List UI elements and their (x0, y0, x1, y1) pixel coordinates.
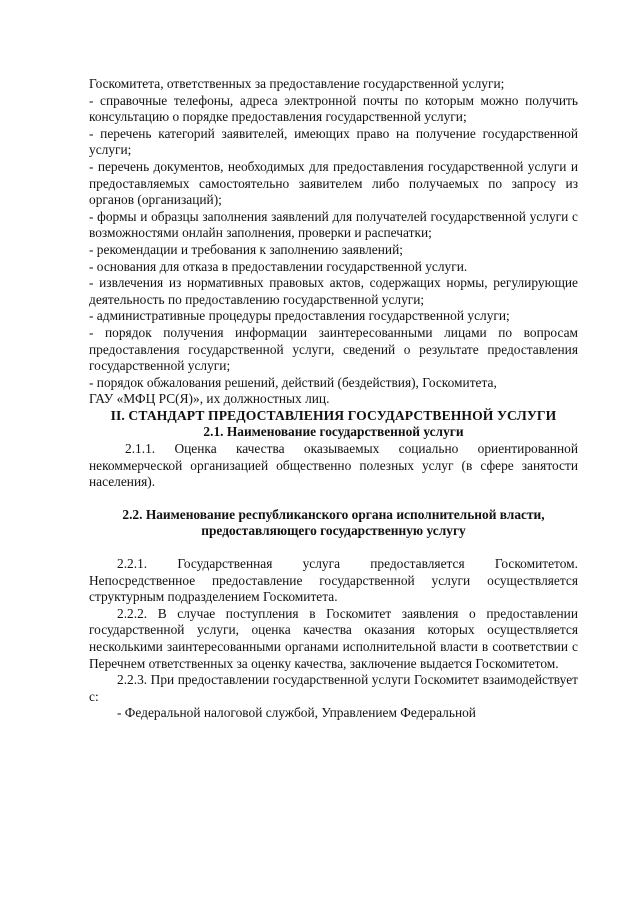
paragraph-2-2-1: 2.2.1. Государственная услуга предоставляется Госкомитетом. Непосредственное предоставление государственной услуги осуществляется структурным подразделением Госкомитета. (89, 556, 578, 605)
list-item-last-line1: - порядок обжалования решений, действий (бездействия), Госкомитета, (89, 374, 497, 390)
list-item: - административные процедуры предоставления государственной услуги; (89, 308, 510, 324)
list-item: - справочные телефоны, адреса электронной почты по которым можно получить консультацию о порядке предоставления государственной услуги; (89, 92, 578, 125)
subsection-title-2-2 (89, 507, 578, 540)
document-page (89, 76, 578, 722)
list-item: - перечень документов, необходимых для предоставления государственной услуги и предоставляемых самостоятельно заявителем либо получаемых по запросу из органов (организаций); (89, 158, 578, 208)
paragraph-2-2-2: 2.2.2. В случае поступления в Госкомитет заявления о предоставлении государственной услуги, оценка качества оказания которых осуществляется несколькими заинтересованными органами исполнительной власти в соответствии с Перечнем ответственных за оценку качества, заключение выдается Госкомитетом. (89, 605, 578, 671)
list-item: - извлечения из нормативных правовых актов, содержащих нормы, регулирующие деятельность по предоставлению государственной услуги; (89, 275, 578, 307)
list-item-last-line2: ГАУ «МФЦ РС(Я)», их должностных лиц. (89, 391, 330, 407)
list-item: - рекомендации и требования к заполнению заявлений; (89, 241, 403, 257)
list-item: - перечень категорий заявителей, имеющих право на получение государственной услуги; (89, 125, 578, 158)
paragraph-last: - Федеральной налоговой службой, Управлением Федеральной (117, 705, 476, 721)
section-title: II. СТАНДАРТ ПРЕДОСТАВЛЕНИЯ ГОСУДАРСТВЕННОЙ УСЛУГИ (110, 407, 557, 423)
paragraph-2-2-3: 2.2.3. При предоставлении государственной услуги Госкомитет взаимодействует с: (89, 672, 578, 704)
subsection-title-2-2-line2: предоставляющего государственную услугу (201, 523, 466, 539)
subsection-title-2-2-line1: 2.2. Наименование республиканского органа исполнительной власти, (122, 506, 545, 522)
subsection-title-2-1: 2.1. Наименование государственной услуги (203, 424, 464, 440)
list-continuation: Госкомитета, ответственных за предоставление государственной услуги; (89, 76, 505, 91)
paragraph-2-1-1: 2.1.1. Оценка качества оказываемых социально ориентированной некоммерческой организацией общественно полезных услуг (в сфере занятости населения). (89, 441, 578, 490)
list-item: - порядок получения информации заинтересованными лицами по вопросам предоставления государственной услуги, сведений о результате предоставления государственной услуги; (89, 324, 578, 374)
list-item: - основания для отказа в предоставлении государственной услуги. (89, 258, 468, 274)
list-item: - формы и образцы заполнения заявлений для получателей государственной услуги с возможностями онлайн заполнения, проверки и распечатки; (89, 208, 578, 241)
